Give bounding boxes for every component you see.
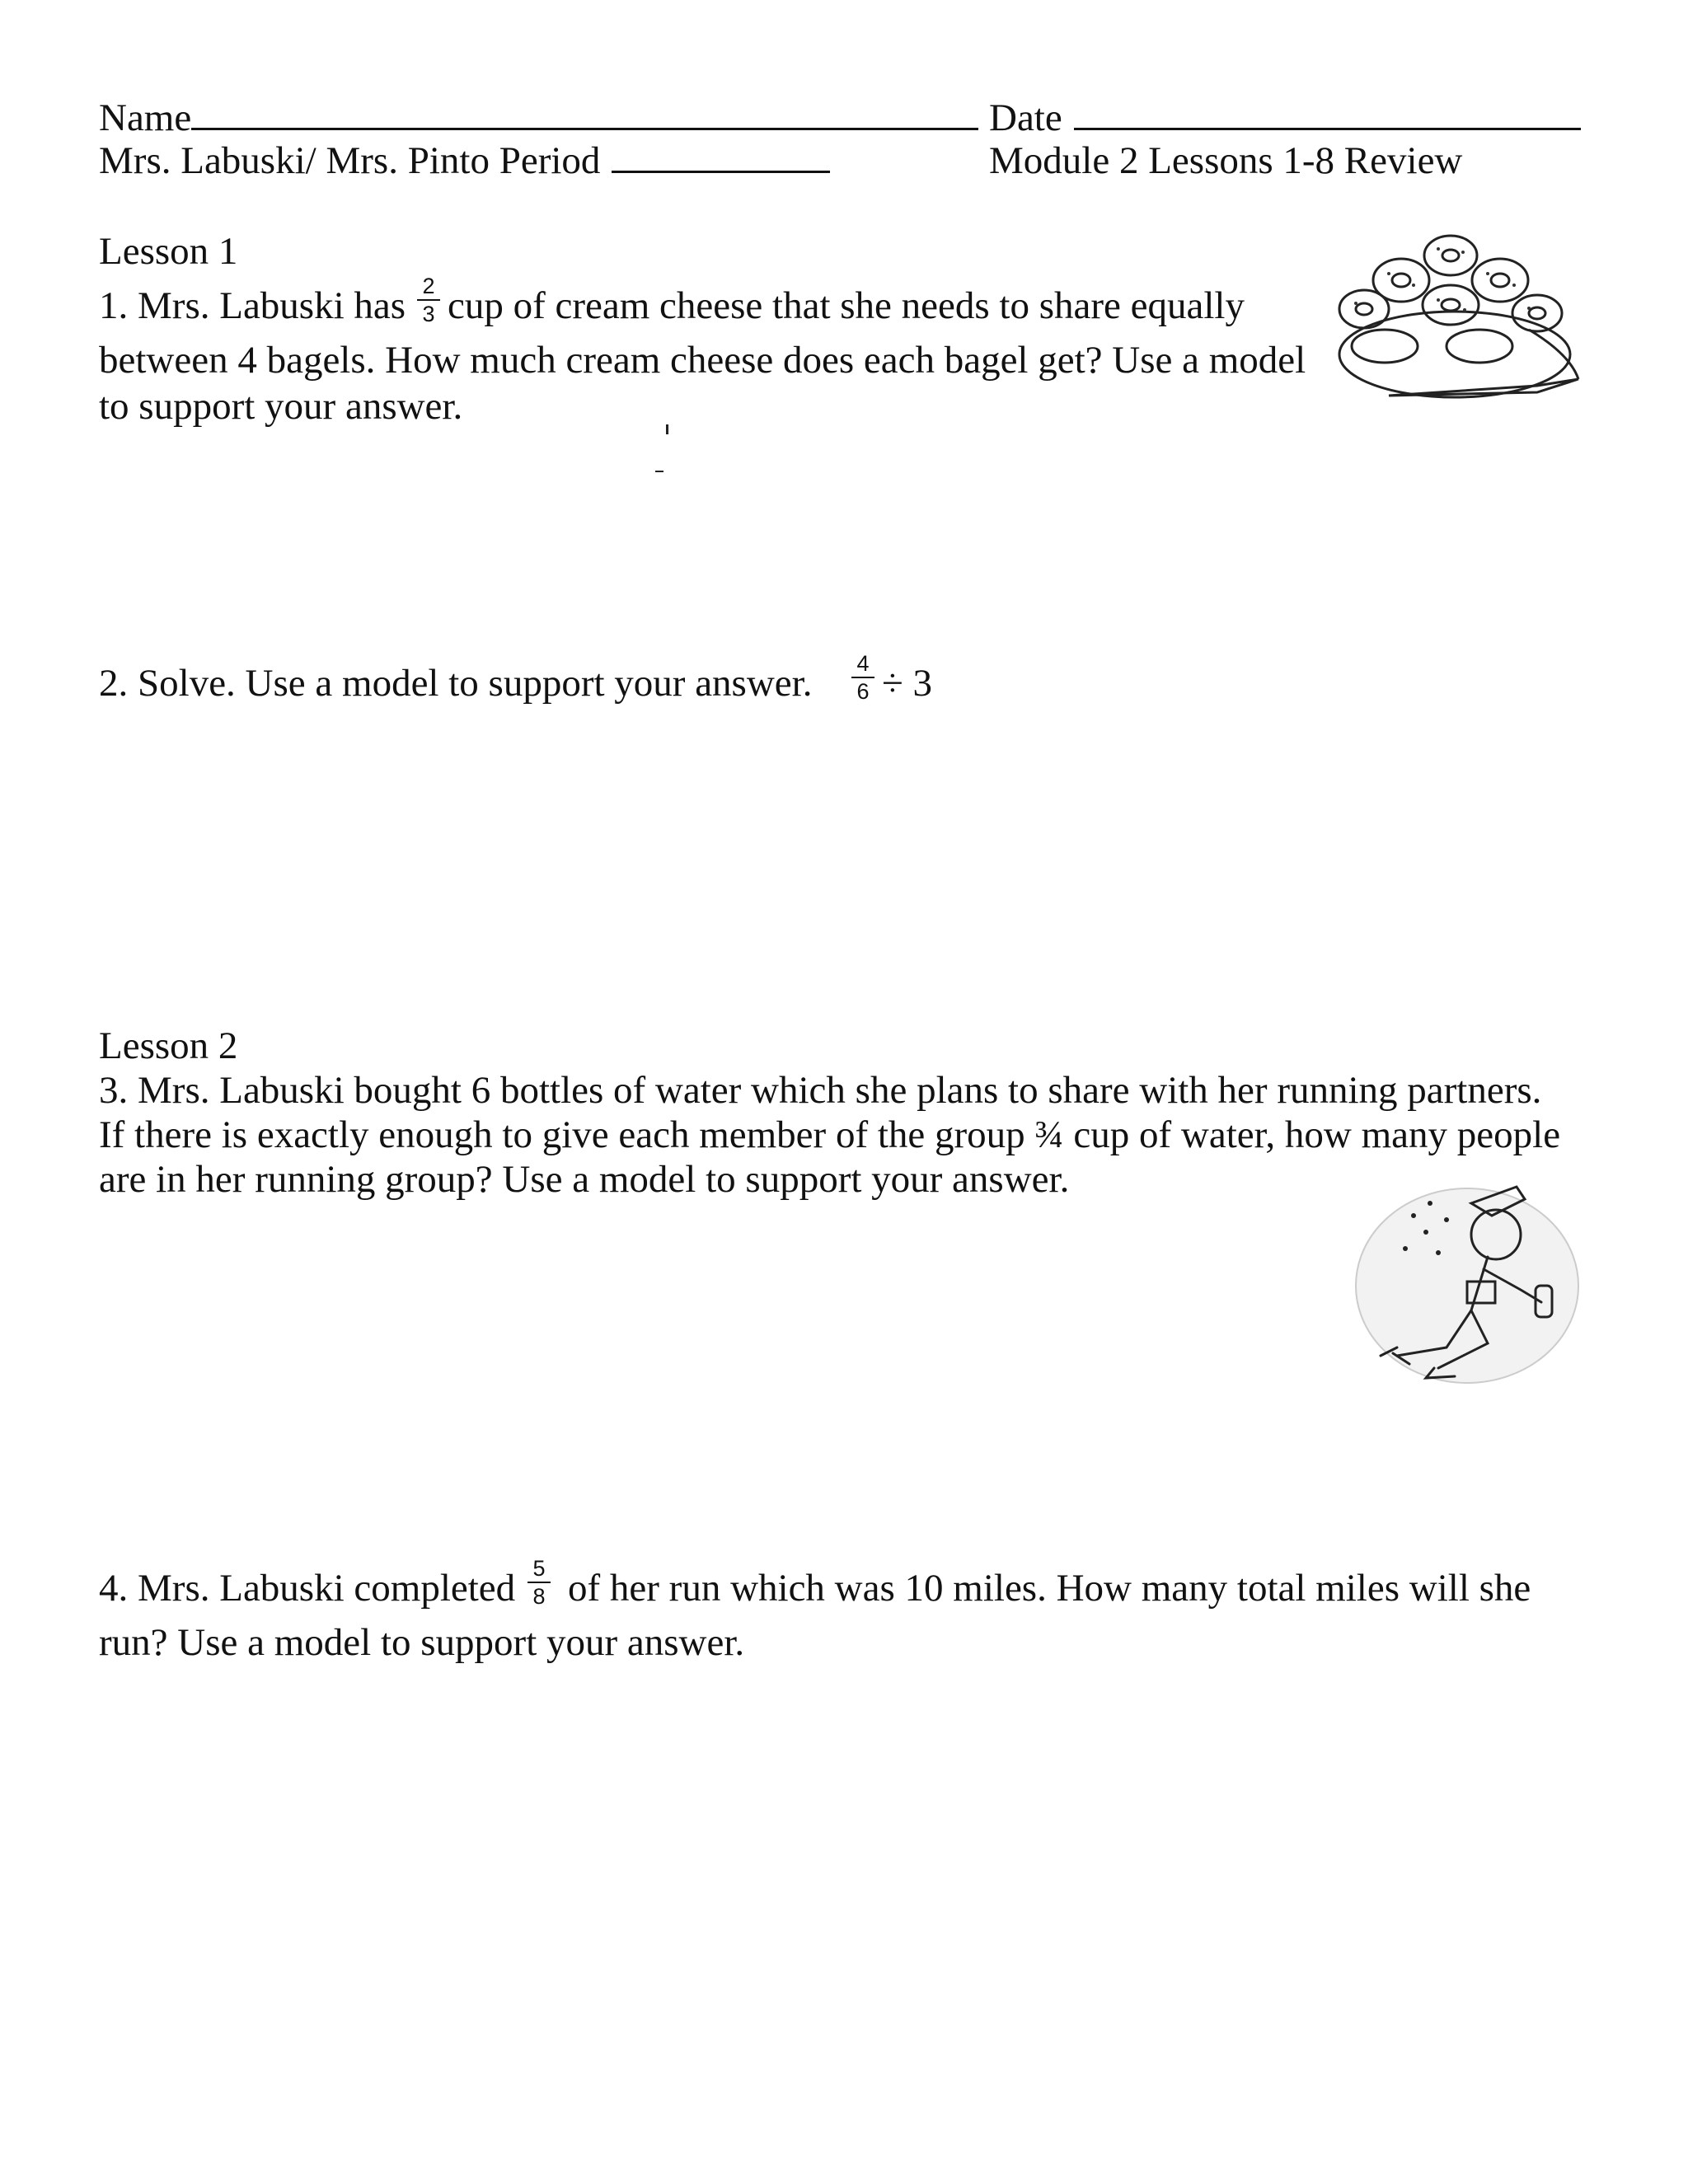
q4-prefix: 4. Mrs. Labuski completed	[99, 1567, 516, 1610]
q1-line2: between 4 bagels. How much cream cheese does each bagel get? Use a model	[99, 339, 1306, 382]
q2-operation: ÷ 3	[882, 662, 933, 705]
bagel-icon	[1423, 285, 1479, 325]
q2-fraction-denominator: 6	[856, 679, 870, 704]
q4-fraction	[527, 1558, 551, 1608]
q3-line3: are in her running group? Use a model to support your answer.	[99, 1158, 1070, 1201]
lesson1-heading: Lesson 1	[99, 230, 238, 273]
name-label: Name	[99, 96, 192, 139]
q2-fraction	[851, 653, 875, 703]
bagel-icon	[1472, 259, 1528, 302]
q2-fraction-numerator: 4	[856, 651, 870, 676]
q4-line1-rest: of her run which was 10 miles. How many total miles will she	[568, 1567, 1531, 1610]
q1-line1-rest: cup of cream cheese that she needs to share equally	[448, 284, 1245, 327]
teachers-period-label: Mrs. Labuski/ Mrs. Pinto Period	[99, 139, 601, 182]
date-field-row	[989, 96, 1581, 139]
q1-line3: to support your answer.	[99, 385, 463, 428]
q4-fraction-numerator: 5	[532, 1556, 546, 1581]
scan-mark	[666, 424, 668, 434]
q3-line1: 3. Mrs. Labuski bought 6 bottles of water which she plans to share with her running partners.	[99, 1069, 1542, 1112]
bagel-icon	[1339, 290, 1389, 328]
period-field-row	[99, 139, 830, 182]
bagels-illustration	[1331, 231, 1587, 412]
q1-fraction-denominator: 3	[422, 302, 435, 326]
bagel-icon	[1512, 295, 1562, 331]
lesson2-heading: Lesson 2	[99, 1024, 238, 1067]
q3-line2: If there is exactly enough to give each member of the group ¾ cup of water, how many people	[99, 1113, 1561, 1156]
q4-fraction-denominator: 8	[532, 1584, 546, 1609]
date-label: Date	[989, 96, 1062, 139]
name-blank[interactable]	[191, 100, 978, 130]
q1-fraction-numerator: 2	[422, 274, 435, 298]
bagel-icon	[1424, 236, 1477, 275]
date-blank[interactable]	[1074, 100, 1581, 130]
bagel-half-icon	[1352, 330, 1418, 363]
scan-mark	[655, 471, 663, 472]
runner-illustration	[1348, 1170, 1587, 1393]
knife-icon	[1389, 379, 1578, 396]
q1-fraction	[416, 275, 441, 326]
q4-line2: run? Use a model to support your answer.	[99, 1621, 745, 1664]
period-blank[interactable]	[612, 143, 830, 173]
module-title: Module 2 Lessons 1-8 Review	[989, 139, 1463, 182]
bagel-half-icon	[1447, 330, 1512, 363]
q1-prefix: 1. Mrs. Labuski has	[99, 284, 406, 327]
q2-text: 2. Solve. Use a model to support your answer.	[99, 662, 813, 705]
name-field-row	[99, 96, 978, 139]
